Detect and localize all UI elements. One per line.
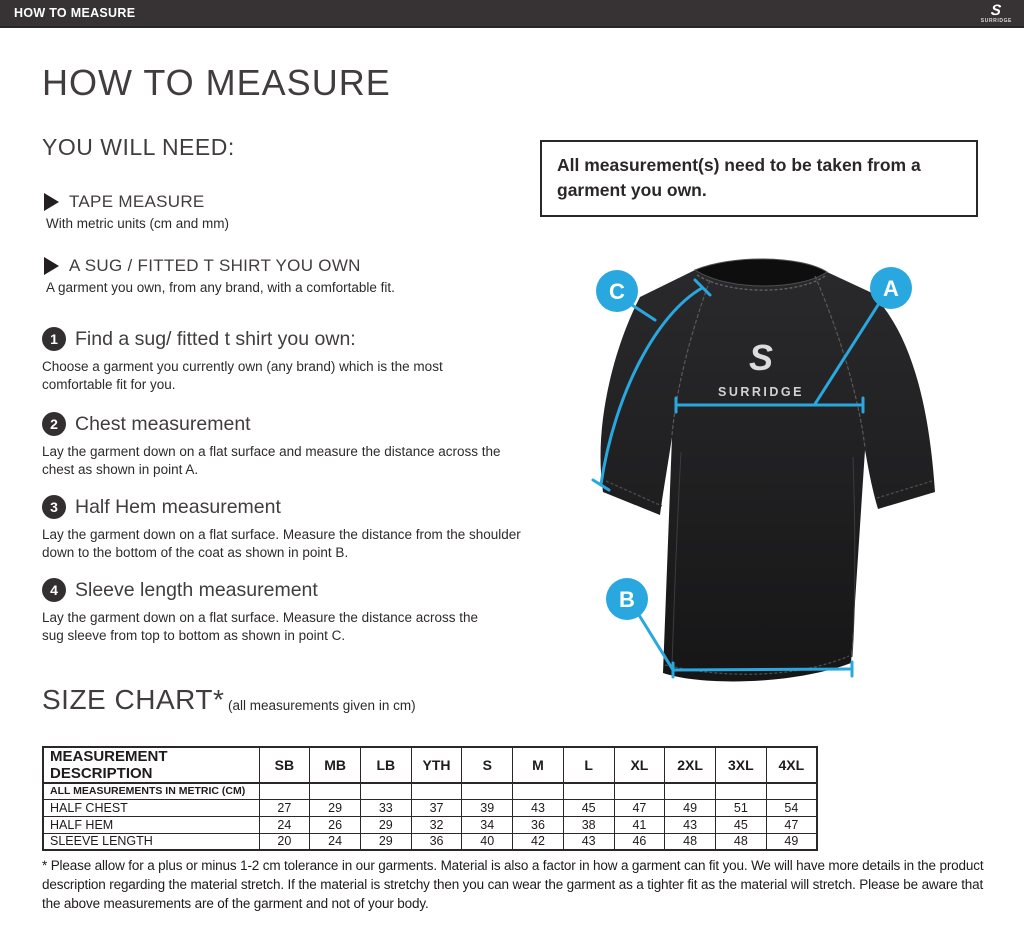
measurement-note-box — [540, 140, 978, 217]
table-cell: 46 — [614, 833, 665, 850]
table-cell — [715, 783, 766, 799]
table-cell: 29 — [360, 833, 411, 850]
table-cell: HALF CHEST — [43, 799, 259, 816]
you-will-need-heading: YOU WILL NEED: — [42, 134, 235, 160]
need-item-desc: A garment you own, from any brand, with a comfortable fit. — [46, 280, 395, 295]
table-cell: 48 — [665, 833, 716, 850]
table-cell: 49 — [766, 833, 817, 850]
table-cell: 36 — [513, 816, 564, 833]
table-note-row — [43, 783, 817, 799]
table-cell: 26 — [310, 816, 361, 833]
table-cell: 49 — [665, 799, 716, 816]
need-item-desc: With metric units (cm and mm) — [46, 216, 230, 231]
hem-line — [673, 669, 852, 670]
table-cell: 39 — [462, 799, 513, 816]
table-cell: 20 — [259, 833, 310, 850]
callout-c-label: C — [609, 279, 625, 304]
table-cell: S — [462, 747, 513, 783]
step-2 — [42, 412, 510, 480]
table-cell: 24 — [259, 816, 310, 833]
table-row — [43, 833, 817, 850]
table-cell: 43 — [563, 833, 614, 850]
step-title: Sleeve length measurement — [75, 578, 318, 601]
step-title: Half Hem measurement — [75, 495, 281, 518]
table-cell: 36 — [411, 833, 462, 850]
table-cell: 43 — [513, 799, 564, 816]
size-chart-title: SIZE CHART* — [42, 684, 225, 715]
callout-a-label: A — [883, 276, 899, 301]
table-cell: HALF HEM — [43, 816, 259, 833]
step-description: Lay the garment down on a flat surface. Measure the distance from the shoulder down to the bottom of the coat as shown in point B. — [42, 527, 521, 561]
table-cell: MEASUREMENT DESCRIPTION — [43, 747, 259, 783]
step-number-badge: 1 — [42, 327, 66, 351]
table-cell: SLEEVE LENGTH — [43, 833, 259, 850]
table-row — [43, 816, 817, 833]
table-cell: LB — [360, 747, 411, 783]
shirt-diagram-svg — [575, 252, 1005, 694]
table-cell: 48 — [715, 833, 766, 850]
table-row — [43, 799, 817, 816]
table-cell — [411, 783, 462, 799]
size-chart-table — [42, 746, 818, 851]
need-item-title: TAPE MEASURE — [69, 192, 205, 211]
need-item-tape-measure — [44, 192, 229, 231]
step-title: Chest measurement — [75, 412, 251, 435]
table-cell: 4XL — [766, 747, 817, 783]
step-number-badge: 3 — [42, 495, 66, 519]
triangle-bullet-icon — [44, 193, 59, 211]
table-cell — [766, 783, 817, 799]
step-description: Lay the garment down on a flat surface. Measure the distance across the sug sleeve from top to bottom as shown in point C. — [42, 610, 478, 644]
table-cell: XL — [614, 747, 665, 783]
table-cell: 38 — [563, 816, 614, 833]
table-cell: 2XL — [665, 747, 716, 783]
table-cell: 43 — [665, 816, 716, 833]
page-title: HOW TO MEASURE — [42, 62, 391, 103]
table-cell: 29 — [360, 816, 411, 833]
title-bar-label: HOW TO MEASURE — [14, 6, 136, 20]
size-chart-body — [43, 747, 817, 850]
step-number-badge: 4 — [42, 578, 66, 602]
shirt-logo-wordmark: SURRIDGE — [718, 385, 804, 399]
table-cell: L — [563, 747, 614, 783]
table-cell — [665, 783, 716, 799]
surridge-s-icon: S — [990, 1, 1003, 19]
measurement-note-text: All measurement(s) need to be taken from a garment you own. — [557, 155, 921, 201]
step-description: Lay the garment down on a flat surface and measure the distance across the chest as shown in point A. — [42, 444, 501, 478]
surridge-wordmark: SURRIDGE — [980, 17, 1012, 24]
tolerance-footnote: * Please allow for a plus or minus 1-2 cm tolerance in our garments. Material is also a factor in how a garment can fit you. We will have more details in the product description regarding the material stretch. If the material is stretchy then you can wear the garment as a tighter fit as the material will stretch. Please be aware that the above measurements are of the garment and not of your body. — [42, 858, 984, 911]
step-description: Choose a garment you currently own (any brand) which is the most comfortable fit for you. — [42, 359, 443, 393]
table-cell: 27 — [259, 799, 310, 816]
step-number-badge: 2 — [42, 412, 66, 436]
table-cell: MB — [310, 747, 361, 783]
step-1 — [42, 327, 480, 395]
table-cell: SB — [259, 747, 310, 783]
table-cell: 3XL — [715, 747, 766, 783]
table-cell: 37 — [411, 799, 462, 816]
table-cell: M — [513, 747, 564, 783]
table-cell: ALL MEASUREMENTS IN METRIC (CM) — [43, 783, 259, 799]
table-cell: 42 — [513, 833, 564, 850]
table-cell — [614, 783, 665, 799]
shirt-logo-s-icon: S — [748, 337, 774, 378]
callout-b-label: B — [619, 587, 635, 612]
title-bar — [0, 0, 1024, 28]
table-cell: 47 — [614, 799, 665, 816]
table-cell: 41 — [614, 816, 665, 833]
table-cell: 33 — [360, 799, 411, 816]
step-4 — [42, 578, 497, 646]
table-header-row — [43, 747, 817, 783]
table-cell: 40 — [462, 833, 513, 850]
shirt-measurement-diagram — [575, 252, 1005, 694]
table-cell: 32 — [411, 816, 462, 833]
table-cell: 34 — [462, 816, 513, 833]
table-cell: 47 — [766, 816, 817, 833]
shirt-body — [601, 259, 935, 681]
table-cell: 45 — [715, 816, 766, 833]
need-item-title: A SUG / FITTED T SHIRT YOU OWN — [69, 256, 361, 275]
table-cell — [360, 783, 411, 799]
table-cell: 29 — [310, 799, 361, 816]
triangle-bullet-icon — [44, 257, 59, 275]
table-cell — [310, 783, 361, 799]
table-cell — [513, 783, 564, 799]
table-cell — [462, 783, 513, 799]
surridge-logo-icon — [981, 3, 1012, 24]
table-cell: YTH — [411, 747, 462, 783]
size-chart-subtitle: (all measurements given in cm) — [228, 698, 416, 713]
table-cell — [563, 783, 614, 799]
step-3 — [42, 495, 547, 563]
table-cell: 45 — [563, 799, 614, 816]
table-cell — [259, 783, 310, 799]
need-item-fitted-tshirt — [44, 256, 395, 295]
table-cell: 51 — [715, 799, 766, 816]
table-cell: 24 — [310, 833, 361, 850]
step-title: Find a sug/ fitted t shirt you own: — [75, 327, 356, 350]
table-cell: 54 — [766, 799, 817, 816]
